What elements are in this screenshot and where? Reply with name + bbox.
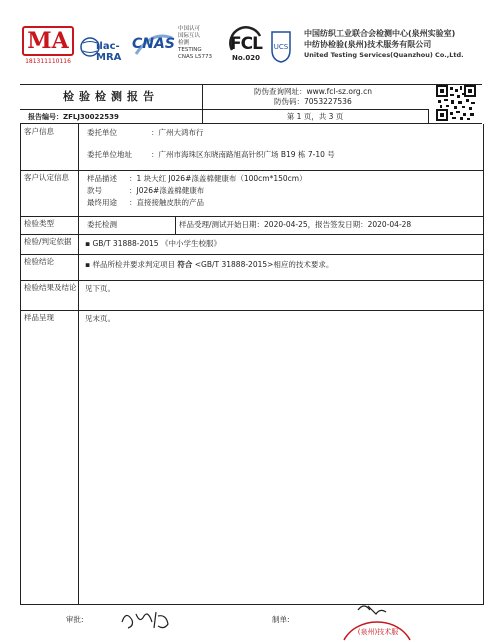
ma-number: 181311110116 <box>25 58 71 65</box>
ma-logo: MA 181311110116 <box>22 26 74 68</box>
sample-info-label: 客户认定信息 <box>21 170 79 216</box>
style-no-label: 款号 <box>87 186 102 195</box>
test-basis-label: 检验/判定依据 <box>21 234 79 254</box>
conclusion-value: ▪ 样品所检并要求判定项目 符合 <GB/T 31888-2015>相应的技术要求。 <box>85 260 334 269</box>
conclusion-verdict: 符合 <box>177 260 193 269</box>
reviewer-signature-icon <box>118 604 178 634</box>
conclusion-label: 检验结论 <box>21 254 79 280</box>
client-unit-label: 委托单位 <box>87 128 117 137</box>
test-type-row <box>21 216 483 235</box>
sample-appearance-label: 样品呈现 <box>21 310 79 604</box>
conclusion-row <box>21 254 483 281</box>
results-row <box>21 280 483 311</box>
test-basis-row <box>21 234 483 255</box>
results-label: 检验结果及结论 <box>21 280 79 310</box>
style-no-value: ：J026#涤盖棉健康布 <box>129 186 205 195</box>
page-info: 第 1 页，共 3 页 <box>202 109 429 124</box>
test-dates: 样品受理/测试开始日期：2020-04-25，报告签发日期：2020-04-28 <box>179 220 412 229</box>
anti-fake-info: 防伪查询网址：www.fcl-sz.org.cn 防伪码：7053227536 <box>254 87 372 106</box>
client-unit-value: ：广州大鸿布行 <box>151 128 204 137</box>
qr-code-icon <box>432 85 480 121</box>
report-title-block <box>20 84 482 124</box>
stamp-text: (泉州)技术服 <box>357 628 399 636</box>
anti-fake-site[interactable]: www.fcl-sz.org.cn <box>306 87 372 96</box>
organization-name: 中国纺织工业联合会检测中心(泉州实验室) 中纺协检验(泉州)技术服务有限公司 United Testing Services(Quanzhou) Co.,Ltd. <box>304 29 464 59</box>
report-table <box>20 124 484 605</box>
end-use-label: 最终用途 <box>87 198 117 207</box>
ilac-mra-logo: ilac-MRA <box>80 32 128 62</box>
review-label: 审批: <box>66 615 84 624</box>
sample-appearance-value: 见末页。 <box>85 314 115 323</box>
ucs-shield-icon <box>270 30 292 64</box>
client-info-row <box>21 124 483 171</box>
sample-desc-value: ：1 块大红 J026#涤盖棉健康布（100cm*150cm） <box>129 174 307 183</box>
sample-appearance-row <box>21 310 483 604</box>
anti-fake-code: 7053227536 <box>304 97 352 106</box>
cnas-info: 中国认可 国际互认 检测 TESTING CNAS L5773 <box>178 26 213 60</box>
test-type-label: 检验类型 <box>21 216 79 234</box>
client-info-label: 客户信息 <box>21 124 79 170</box>
test-type-value: 委托检测 <box>87 220 117 229</box>
ucs-logo <box>270 30 292 64</box>
ucs-logo-text: UCS <box>273 43 289 51</box>
report-title-cell <box>20 85 203 109</box>
report-number: 报告编号：ZFLJ30022539 <box>20 109 203 124</box>
company-stamp-icon <box>340 600 414 642</box>
fcl-logo: FCL No.020 <box>226 28 266 68</box>
client-address-value: ：广州市海珠区东晓南路旭高针织广场 B19 栋 7-10 号 <box>151 150 335 159</box>
end-use-value: ：直接接触皮肤的产品 <box>129 198 204 207</box>
sample-info-row <box>21 170 483 217</box>
client-address-label: 委托单位地址 <box>87 150 132 159</box>
report-title: 检验检测报告 <box>63 90 159 103</box>
logo-header <box>22 22 482 74</box>
sample-desc-label: 样品描述 <box>87 174 117 183</box>
results-value: 见下页。 <box>85 284 115 293</box>
test-basis-value: ▪ GB/T 31888-2015 《中小学生校服》 <box>85 239 221 248</box>
maker-label: 制单: <box>272 615 290 624</box>
cnas-logo: CNAS <box>132 28 176 64</box>
